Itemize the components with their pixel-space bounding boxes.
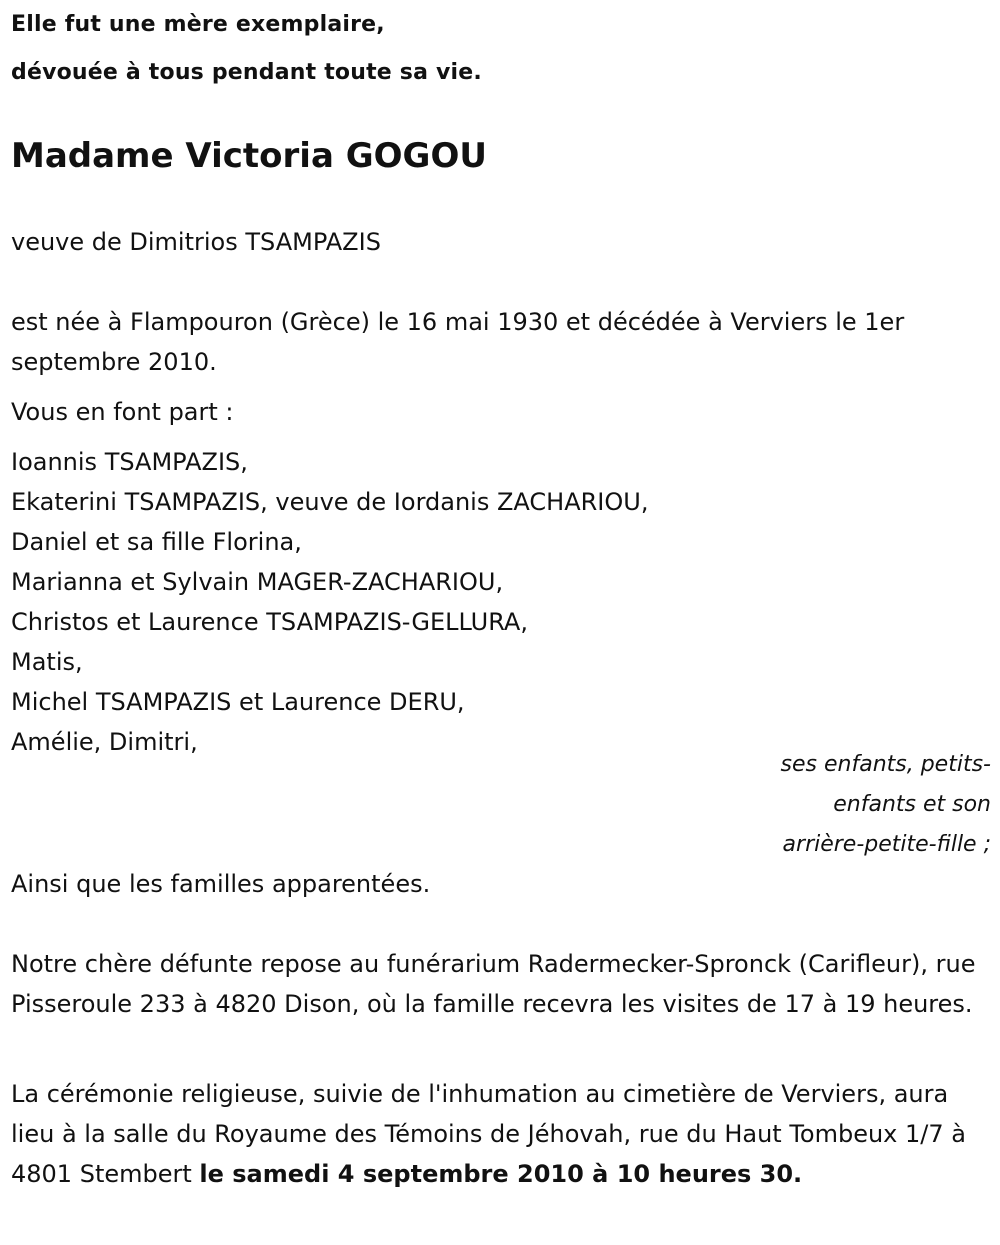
family-member: Marianna et Sylvain MAGER-ZACHARIOU,: [11, 568, 504, 596]
family-member: Ioannis TSAMPAZIS,: [11, 448, 248, 476]
deceased-name: Madame Victoria GOGOU: [11, 136, 487, 176]
family-member: Michel TSAMPAZIS et Laurence DERU,: [11, 688, 465, 716]
related-families: Ainsi que les familles apparentées.: [11, 870, 431, 898]
quote-line-2: dévouée à tous pendant toute sa vie.: [11, 60, 482, 85]
family-list: [11, 442, 648, 762]
family-member: Christos et Laurence TSAMPAZIS-GELLURA,: [11, 608, 528, 636]
funerarium-info: Notre chère défunte repose au funérarium Radermecker-Spronck (Carifleur), rue Pisseroule 233 à 4820 Dison, où la famille recevra les visites de 17 à 19 heures.: [11, 950, 976, 1018]
relation-line: arrière-petite-fille ;: [782, 832, 991, 857]
birth-death-info: est née à Flampouron (Grèce) le 16 mai 1930 et décédée à Verviers le 1er septembre 2010.: [11, 308, 905, 376]
announcement-intro: Vous en font part :: [11, 398, 234, 426]
quote-line-1: Elle fut une mère exemplaire,: [11, 12, 385, 37]
family-member: Amélie, Dimitri,: [11, 728, 198, 756]
family-relation: [731, 745, 991, 865]
ceremony-date: le samedi 4 septembre 2010 à 10 heures 30.: [199, 1160, 803, 1188]
ceremony-text: La cérémonie religieuse, suivie de l'inhumation au cimetière de Verviers, aura lieu à la salle du Royaume des Témoins de Jéhovah, rue du Haut Tombeux 1/7 à 4801 Stembert: [11, 1080, 966, 1188]
family-member: Daniel et sa fille Florina,: [11, 528, 302, 556]
ceremony-info: [11, 1074, 991, 1194]
family-member: Ekaterini TSAMPAZIS, veuve de Iordanis ZACHARIOU,: [11, 488, 649, 516]
widow-of: veuve de Dimitrios TSAMPAZIS: [11, 228, 381, 256]
family-member: Matis,: [11, 648, 83, 676]
relation-line: ses enfants, petits-: [780, 752, 991, 777]
relation-line: enfants et son: [833, 792, 991, 817]
